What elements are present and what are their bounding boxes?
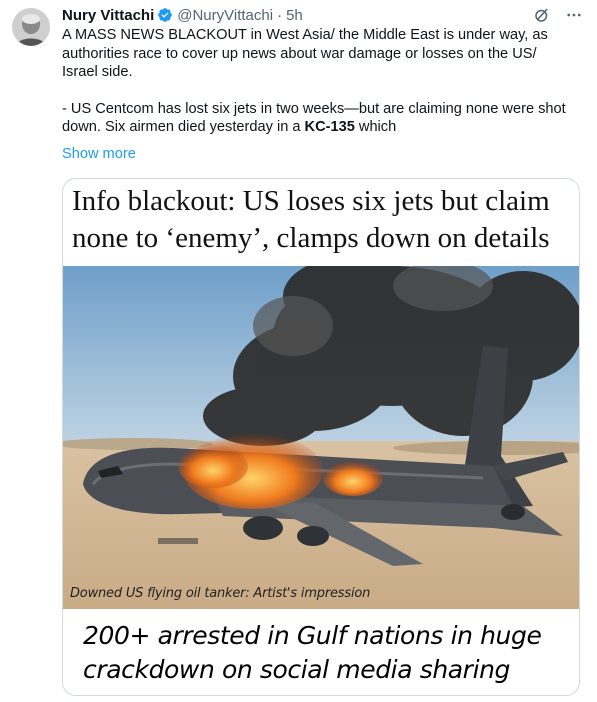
tweet-text-line: A MASS NEWS BLACKOUT in West Asia/ the Middle East is under way, as [62,27,548,43]
card-headline-line: none to ‘enemy’, clamps down on details [72,222,550,254]
tweet-text-segment: which [354,119,397,135]
card-headline [72,183,577,257]
aircraft-model: KC-135 [304,119,355,135]
tweet-text [62,26,582,137]
timestamp[interactable]: 5h [286,6,303,24]
author-name[interactable]: Nury Vittachi [62,6,155,24]
verified-badge-icon [157,7,173,23]
header-actions [533,5,583,25]
paragraph-gap [62,82,582,100]
tweet-text-line: Israel side. [62,64,133,80]
tweet-header [62,5,583,25]
media-card[interactable] [62,178,580,696]
avatar[interactable] [12,8,50,46]
tweet-text-line: authorities race to cover up news about war damage or losses on the US/ [62,45,537,62]
card-subheadline-line: crackdown on social media sharing [83,655,511,684]
plane-crash-photo [63,266,580,609]
tweet-text-line: - US Centcom has lost six jets in two weeks—but are claiming none were shot [62,100,566,117]
card-subheadline [83,619,573,687]
author-handle[interactable]: @NuryVittachi [177,6,274,24]
card-subheadline-line: 200+ arrested in Gulf nations in huge [83,621,542,650]
tweet-text-line [62,118,582,137]
card-headline-line: Info blackout: US loses six jets but claim [72,185,550,217]
show-more-link[interactable]: Show more [62,146,136,162]
more-dots-icon[interactable] [565,6,583,24]
tweet-text-segment: down. Six airmen died yesterday in a [62,119,305,135]
slash-circle-icon[interactable] [533,6,551,24]
photo-caption: Downed US flying oil tanker: Artist's impression [70,586,371,601]
separator-dot: · [277,6,283,24]
avatar-image [12,8,50,46]
